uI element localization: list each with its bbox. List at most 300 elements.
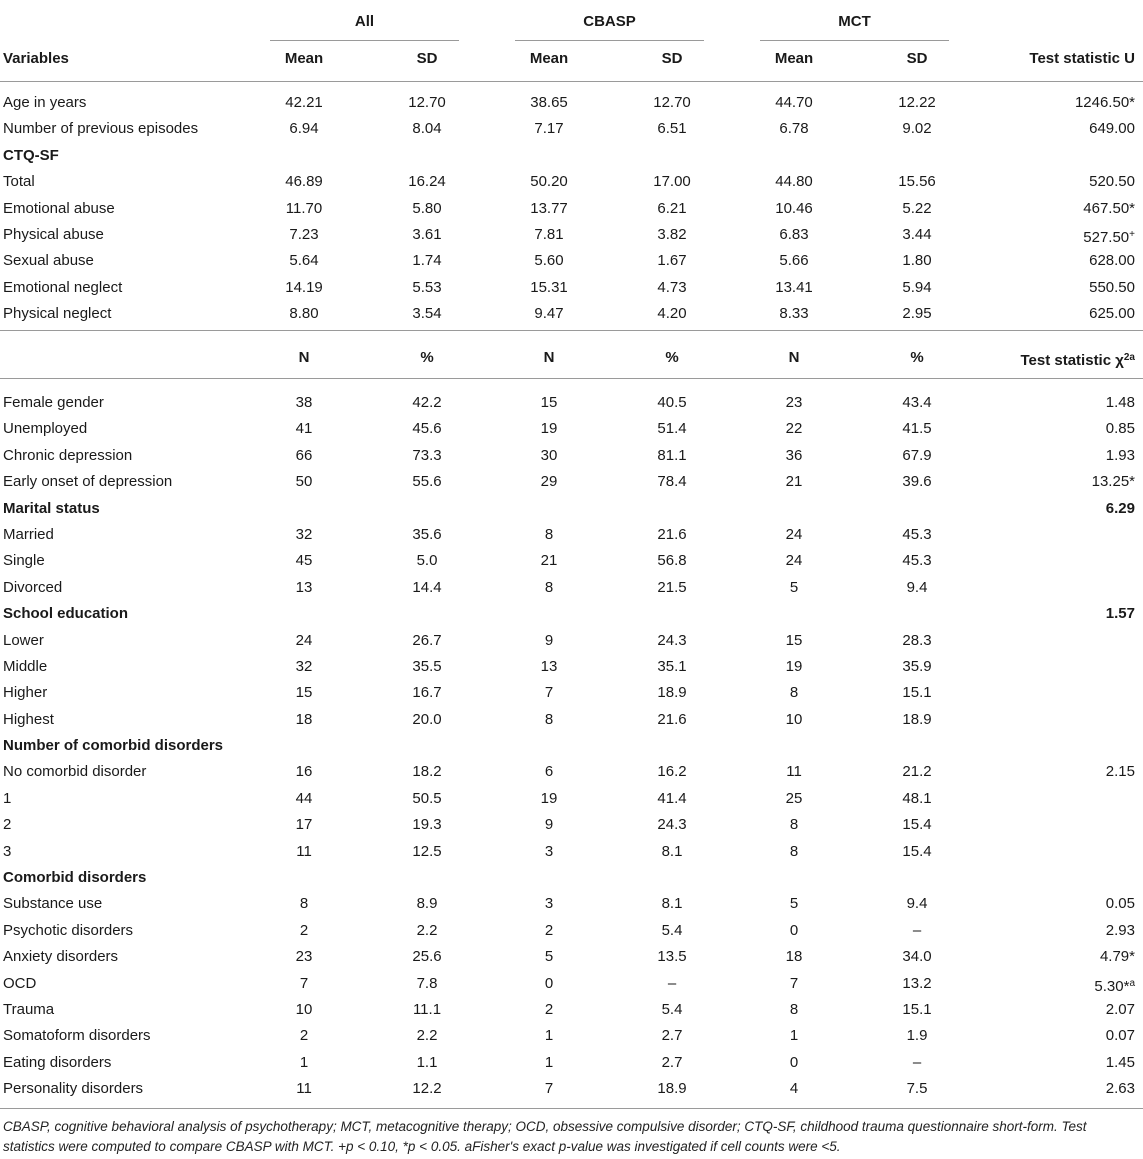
test-statistic-value: 5.30* xyxy=(1094,977,1130,995)
table-cell: 7 xyxy=(544,1080,554,1098)
table-cell: 16.7 xyxy=(412,684,442,702)
table-row xyxy=(0,680,1143,706)
table-cell: 45.3 xyxy=(902,552,932,570)
table-cell: 5.4 xyxy=(661,921,683,939)
test-statistic-cell xyxy=(1106,1050,1135,1076)
table-cell: 24 xyxy=(785,552,803,570)
table-cell: 1.1 xyxy=(416,1053,438,1071)
table-cell: 8.1 xyxy=(661,842,683,860)
row-label: Highest xyxy=(3,710,54,728)
table-cell: 9.4 xyxy=(906,895,928,913)
n-header-mct: N xyxy=(788,349,800,366)
table-cell: 4 xyxy=(789,1080,799,1098)
table-cell: 9 xyxy=(544,631,554,649)
table-row xyxy=(0,759,1143,785)
test-statistic-cell xyxy=(1106,759,1135,785)
section-heading-row xyxy=(0,733,1143,759)
group-header-mct: MCT xyxy=(760,0,949,41)
table-cell: 7 xyxy=(789,974,799,992)
table-cell: 9 xyxy=(544,816,554,834)
row-label: Age in years xyxy=(3,94,87,111)
table-row xyxy=(0,707,1143,733)
table-cell: 67.9 xyxy=(902,446,932,464)
table-cell: 35.9 xyxy=(902,657,932,675)
table-row xyxy=(0,522,1143,548)
table-cell: 73.3 xyxy=(412,446,442,464)
test-statistic-cell xyxy=(1106,390,1135,416)
test-statistic-value: 1.57 xyxy=(1105,605,1135,623)
table-row xyxy=(0,997,1143,1023)
table-cell: 5.94 xyxy=(902,278,932,296)
table-cell: 7.5 xyxy=(906,1080,928,1098)
table-cell: 21 xyxy=(540,552,558,570)
table-row xyxy=(0,248,1143,274)
table-cell: 22 xyxy=(785,420,803,438)
row-label: Married xyxy=(3,525,54,543)
table-cell: 1.74 xyxy=(412,252,442,270)
table-row xyxy=(0,222,1143,248)
table-cell: 0 xyxy=(789,921,799,939)
table-cell: 11 xyxy=(296,1080,312,1098)
row-label: 2 xyxy=(3,816,12,834)
table-cell: 8 xyxy=(299,895,309,913)
table-cell: 41 xyxy=(295,420,313,438)
n-header-all: N xyxy=(298,349,310,366)
section-heading-row xyxy=(0,143,1143,169)
table-cell: 8.04 xyxy=(412,120,442,138)
test-statistic-cell xyxy=(1089,275,1135,301)
table-cell: 2 xyxy=(544,1000,554,1018)
test-statistic-value: 0.07 xyxy=(1105,1027,1135,1045)
row-heading: School education xyxy=(3,605,129,623)
table-cell: 15 xyxy=(785,631,803,649)
table-cell: 11.70 xyxy=(285,199,323,217)
row-label: Trauma xyxy=(3,1000,55,1018)
table-cell: 16.2 xyxy=(657,763,687,781)
test-statistic-superscript: a xyxy=(1129,977,1135,989)
table-cell: 25.6 xyxy=(412,948,442,966)
table-cell: 44.70 xyxy=(775,94,813,111)
table-cell: 15.4 xyxy=(902,842,932,860)
table-row xyxy=(0,839,1143,865)
table-cell: 5 xyxy=(544,948,554,966)
table-cell: 45 xyxy=(295,552,313,570)
table-cell: 6.83 xyxy=(779,225,809,243)
table-cell: 2 xyxy=(544,921,554,939)
table-cell: 38 xyxy=(295,394,313,411)
table-cell: 3 xyxy=(544,895,554,913)
table-cell: 7 xyxy=(544,684,554,702)
table-cell: 10.46 xyxy=(775,199,813,217)
header-divider-2 xyxy=(0,378,1143,379)
table-cell: 12.70 xyxy=(653,94,691,111)
table-cell: 1 xyxy=(544,1053,554,1071)
table-cell: 15.1 xyxy=(902,684,932,702)
table-row xyxy=(0,918,1143,944)
table-cell: 5.64 xyxy=(289,252,319,270)
test-statistic-cell xyxy=(1083,222,1135,251)
table-cell: 55.6 xyxy=(412,473,442,491)
table-cell: 8.80 xyxy=(289,305,319,323)
table-cell: 36 xyxy=(785,446,803,464)
section-categorical xyxy=(0,390,1143,1103)
table-cell: 5 xyxy=(789,578,799,596)
table-cell: 13.5 xyxy=(657,948,687,966)
test-statistic-cell xyxy=(1106,1076,1135,1102)
table-row xyxy=(0,443,1143,469)
table-cell: 41.4 xyxy=(657,789,687,807)
table-cell: 7.23 xyxy=(289,225,319,243)
test-statistic-value: 2.07 xyxy=(1105,1000,1135,1018)
pct-header-mct: % xyxy=(910,349,924,366)
table-cell: 5.22 xyxy=(902,199,932,217)
table-cell: 21.6 xyxy=(657,525,687,543)
table-cell: – xyxy=(912,921,922,939)
table-cell: 50.5 xyxy=(412,789,442,807)
table-cell: 20.0 xyxy=(412,710,442,728)
test-statistic-value: 1.93 xyxy=(1105,446,1135,464)
table-bottom-rule xyxy=(0,1108,1143,1109)
table-cell: 6.21 xyxy=(657,199,687,217)
test-statistic-value: 2.15 xyxy=(1105,763,1135,781)
table-row xyxy=(0,416,1143,442)
table-cell: 18.2 xyxy=(412,763,442,781)
table-cell: 18.9 xyxy=(657,684,687,702)
row-label: Number of previous episodes xyxy=(3,120,199,138)
table-cell: 8.33 xyxy=(779,305,809,323)
table-cell: 7.17 xyxy=(534,120,564,138)
header-divider xyxy=(0,81,1143,82)
table-cell: 3.54 xyxy=(412,305,442,323)
table-cell: 8 xyxy=(789,816,799,834)
n-header-cbasp: N xyxy=(543,349,555,366)
table-row xyxy=(0,971,1143,997)
table-cell: 50 xyxy=(295,473,313,491)
table-cell: 44.80 xyxy=(775,173,813,191)
table-cell: 2 xyxy=(299,921,309,939)
table-cell: 5.53 xyxy=(412,278,442,296)
table-cell: 15.1 xyxy=(902,1000,932,1018)
test-statistic-cell xyxy=(1106,997,1135,1023)
test-statistic-value: 2.63 xyxy=(1105,1080,1135,1098)
row-label: Early onset of depression xyxy=(3,473,173,491)
test-statistic-value: 1.45 xyxy=(1105,1053,1135,1071)
table-cell: 21 xyxy=(785,473,803,491)
table-cell: 9.47 xyxy=(534,305,564,323)
table-cell: 4.73 xyxy=(657,278,687,296)
row-heading: Comorbid disorders xyxy=(3,869,147,887)
table-cell: 23 xyxy=(785,394,803,411)
table-cell: 21.2 xyxy=(902,763,932,781)
table-cell: 35.5 xyxy=(412,657,442,675)
table-cell: 21.6 xyxy=(657,710,687,728)
table-cell: 32 xyxy=(295,525,313,543)
table-cell: 14.19 xyxy=(285,278,323,296)
table-cell: 24 xyxy=(295,631,313,649)
table-cell: 5.4 xyxy=(661,1000,683,1018)
table-cell: 15.56 xyxy=(898,173,936,191)
table-cell: 38.65 xyxy=(530,94,568,111)
table-row xyxy=(0,275,1143,301)
table-cell: 1 xyxy=(299,1053,309,1071)
table-cell: 18.9 xyxy=(657,1080,687,1098)
test-statistic-cell xyxy=(1094,971,1135,1000)
test-statistic-cell xyxy=(1106,891,1135,917)
table-cell: 18 xyxy=(785,948,803,966)
row-label: Unemployed xyxy=(3,420,88,438)
table-cell: 6 xyxy=(544,763,554,781)
table-cell: 25 xyxy=(785,789,803,807)
test-statistic-value: 550.50 xyxy=(1089,278,1135,296)
table-cell: 21.5 xyxy=(657,578,687,596)
table-cell: 44 xyxy=(295,789,313,807)
section-continuous xyxy=(0,90,1143,328)
table-cell: 2.7 xyxy=(661,1027,683,1045)
table-cell: 5.0 xyxy=(416,552,438,570)
table-cell: 42.21 xyxy=(285,94,323,111)
row-label: Anxiety disorders xyxy=(3,948,119,966)
table-cell: 15.4 xyxy=(902,816,932,834)
test-chi-header xyxy=(1020,345,1135,374)
table-cell: 17.00 xyxy=(653,173,691,191)
table-row xyxy=(0,469,1143,495)
variables-header: Variables xyxy=(3,50,69,67)
table-row xyxy=(0,654,1143,680)
test-statistic-superscript: + xyxy=(1129,228,1135,240)
table-cell: 1 xyxy=(544,1027,554,1045)
table-row xyxy=(0,1050,1143,1076)
table-cell: 3 xyxy=(544,842,554,860)
row-label: No comorbid disorder xyxy=(3,763,147,781)
test-statistic-value: 4.79* xyxy=(1099,948,1135,966)
table-cell: 39.6 xyxy=(902,473,932,491)
test-statistic-cell xyxy=(1106,443,1135,469)
table-footnote: CBASP, cognitive behavioral analysis of psychotherapy; MCT, metacognitive therapy; OCD, obsessive compulsive disorder; CTQ-SF, childhood trauma questionnaire short-form. Test statistics were computed to compare CBASP with MCT. +p < 0.10, *p < 0.05. aFisher's exact p-value was investigated if cell counts were <5. xyxy=(3,1119,1087,1154)
row-label: Female gender xyxy=(3,394,104,411)
table-cell: 14.4 xyxy=(412,578,442,596)
test-statistic-cell xyxy=(1106,496,1135,522)
row-label: Personality disorders xyxy=(3,1080,144,1098)
table-cell: 15 xyxy=(295,684,313,702)
table-row xyxy=(0,301,1143,327)
table-cell: 18.9 xyxy=(902,710,932,728)
row-heading: CTQ-SF xyxy=(3,146,59,164)
table-cell: 24.3 xyxy=(657,816,687,834)
table-cell: 7.81 xyxy=(534,225,564,243)
table-cell: 8 xyxy=(544,525,554,543)
table-cell: 48.1 xyxy=(902,789,932,807)
column-header-row xyxy=(0,46,1143,72)
test-statistic-cell xyxy=(1089,169,1135,195)
table-cell: 32 xyxy=(295,657,313,675)
test-statistic-cell xyxy=(1106,1023,1135,1049)
table-cell: 2.95 xyxy=(902,305,932,323)
row-heading: Marital status xyxy=(3,499,100,517)
table-cell: 56.8 xyxy=(657,552,687,570)
table-cell: 46.89 xyxy=(285,173,323,191)
table-cell: 5.66 xyxy=(779,252,809,270)
table-row xyxy=(0,812,1143,838)
row-label: Emotional neglect xyxy=(3,278,123,296)
table-row xyxy=(0,944,1143,970)
table-cell: 34.0 xyxy=(902,948,932,966)
table-cell: 12.70 xyxy=(408,94,446,111)
pct-header-all: % xyxy=(420,349,434,366)
table-cell: 50.20 xyxy=(530,173,568,191)
section-heading-row xyxy=(0,865,1143,891)
table-cell: 0 xyxy=(544,974,554,992)
mean-header-mct: Mean xyxy=(774,50,814,67)
table-cell: 10 xyxy=(785,710,803,728)
row-label: Substance use xyxy=(3,895,103,913)
test-statistic-value: 0.05 xyxy=(1105,895,1135,913)
test-statistic-value: 1246.50* xyxy=(1074,94,1135,111)
row-label: Emotional abuse xyxy=(3,199,115,217)
table-row xyxy=(0,548,1143,574)
table-cell: 19 xyxy=(785,657,803,675)
sd-header-all: SD xyxy=(416,50,438,67)
group-header-cbasp: CBASP xyxy=(515,0,704,41)
test-statistic-value: 13.25* xyxy=(1091,473,1135,491)
table-cell: 3.61 xyxy=(412,225,442,243)
table-cell: 3.44 xyxy=(902,225,932,243)
test-chi-sup: 2a xyxy=(1123,352,1135,363)
test-statistic-value: 0.85 xyxy=(1105,420,1135,438)
row-label: Somatoform disorders xyxy=(3,1027,151,1045)
row-label: Total xyxy=(3,173,35,191)
sd-header-mct: SD xyxy=(906,50,928,67)
test-statistic-cell xyxy=(1106,601,1135,627)
table-row xyxy=(0,116,1143,142)
row-label: 3 xyxy=(3,842,12,860)
test-statistic-value: 628.00 xyxy=(1089,252,1135,270)
table-cell: – xyxy=(912,1053,922,1071)
test-statistic-cell xyxy=(1089,116,1135,142)
test-statistic-cell xyxy=(1106,918,1135,944)
table-cell: 13.41 xyxy=(775,278,813,296)
test-statistic-value: 625.00 xyxy=(1089,305,1135,323)
table-cell: 6.51 xyxy=(657,120,687,138)
sd-header-cbasp: SD xyxy=(661,50,683,67)
table-cell: 45.6 xyxy=(412,420,442,438)
table-cell: 1 xyxy=(789,1027,799,1045)
mean-header-cbasp: Mean xyxy=(529,50,569,67)
table-cell: 0 xyxy=(789,1053,799,1071)
test-statistic-value: 520.50 xyxy=(1089,173,1135,191)
section-divider xyxy=(0,330,1143,331)
table-cell: 40.5 xyxy=(657,394,687,411)
table-cell: 8 xyxy=(544,578,554,596)
table-cell: 17 xyxy=(295,816,313,834)
column-header-row-2 xyxy=(0,345,1143,371)
table-cell: 5.80 xyxy=(412,199,442,217)
test-statistic-cell xyxy=(1089,248,1135,274)
table-cell: – xyxy=(667,974,677,992)
table-cell: 5.60 xyxy=(534,252,564,270)
table-cell: 13.77 xyxy=(530,199,568,217)
table-cell: 13 xyxy=(295,578,313,596)
test-statistic-value: 2.93 xyxy=(1105,921,1135,939)
table-cell: 11 xyxy=(786,763,802,781)
table-cell: 30 xyxy=(540,446,558,464)
table-cell: 51.4 xyxy=(657,420,687,438)
table-cell: 16.24 xyxy=(408,173,446,191)
table-cell: 26.7 xyxy=(412,631,442,649)
table-cell: 81.1 xyxy=(657,446,687,464)
table-cell: 6.94 xyxy=(289,120,319,138)
section-heading-row xyxy=(0,601,1143,627)
row-label: Sexual abuse xyxy=(3,252,94,270)
test-statistic-value: 6.29 xyxy=(1105,499,1135,517)
table-cell: 11 xyxy=(296,842,312,860)
test-u-header: Test statistic U xyxy=(1029,50,1135,67)
table-cell: 9.4 xyxy=(906,578,928,596)
table-cell: 29 xyxy=(540,473,558,491)
table-cell: 43.4 xyxy=(902,394,932,411)
table-cell: 2.2 xyxy=(416,1027,438,1045)
test-statistic-value: 467.50* xyxy=(1083,199,1135,217)
table-cell: 8 xyxy=(789,684,799,702)
table-cell: 1.67 xyxy=(657,252,687,270)
section-heading-row xyxy=(0,496,1143,522)
table-cell: 1.9 xyxy=(906,1027,928,1045)
table-cell: 11.1 xyxy=(412,1000,442,1018)
row-label: Psychotic disorders xyxy=(3,921,134,939)
table-cell: 13.2 xyxy=(902,974,932,992)
table-cell: 45.3 xyxy=(902,525,932,543)
test-statistic-cell xyxy=(1089,301,1135,327)
mean-header-all: Mean xyxy=(284,50,324,67)
table-cell: 10 xyxy=(295,1000,313,1018)
table-row xyxy=(0,1023,1143,1049)
table-row xyxy=(0,169,1143,195)
table-cell: 16 xyxy=(295,763,313,781)
table-cell: 66 xyxy=(295,446,313,464)
test-statistic-cell xyxy=(1083,196,1135,222)
table-cell: 24.3 xyxy=(657,631,687,649)
table-cell: 13 xyxy=(540,657,558,675)
table-row xyxy=(0,786,1143,812)
table-cell: 23 xyxy=(295,948,313,966)
table-cell: 12.22 xyxy=(898,94,936,111)
table-cell: 41.5 xyxy=(902,420,932,438)
table-cell: 4.20 xyxy=(657,305,687,323)
table-cell: 2.7 xyxy=(661,1053,683,1071)
row-label: Lower xyxy=(3,631,44,649)
table-cell: 18 xyxy=(295,710,313,728)
table-cell: 1.80 xyxy=(902,252,932,270)
test-statistic-cell xyxy=(1075,90,1135,116)
test-statistic-cell xyxy=(1100,944,1135,970)
table-cell: 12.5 xyxy=(412,842,442,860)
table-cell: 8 xyxy=(789,1000,799,1018)
table-cell: 42.2 xyxy=(412,394,442,411)
table-cell: 2.2 xyxy=(416,921,438,939)
table-cell: 8 xyxy=(544,710,554,728)
table-cell: 7.8 xyxy=(416,974,438,992)
table-cell: 5 xyxy=(789,895,799,913)
table-cell: 8.1 xyxy=(661,895,683,913)
table-cell: 15 xyxy=(540,394,558,411)
row-label: OCD xyxy=(3,974,37,992)
test-statistic-value: 649.00 xyxy=(1089,120,1135,138)
table-row xyxy=(0,891,1143,917)
table-cell: 12.2 xyxy=(412,1080,442,1098)
test-statistic-value: 527.50 xyxy=(1083,228,1130,246)
table-row xyxy=(0,390,1143,416)
table-cell: 7 xyxy=(299,974,309,992)
test-chi-label: Test statistic χ xyxy=(1020,352,1124,369)
